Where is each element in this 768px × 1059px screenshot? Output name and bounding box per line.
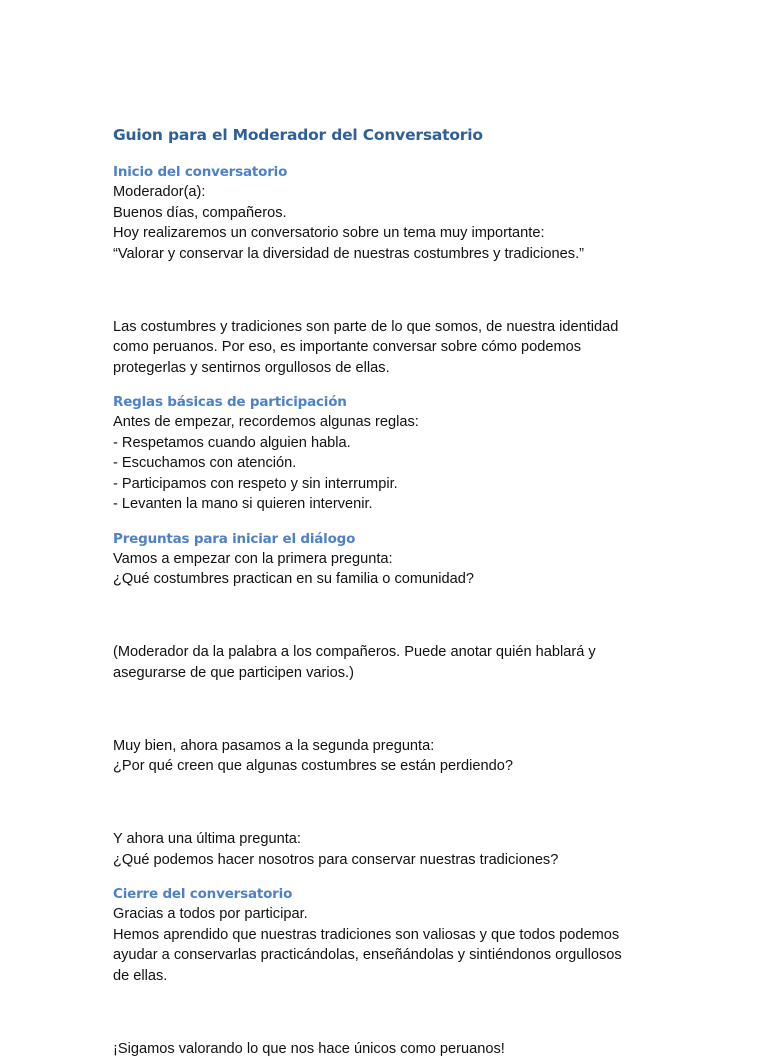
body-text-line: Buenos días, compañeros. (113, 203, 673, 224)
spacer (113, 146, 673, 162)
body-text-line: “Valorar y conservar la diversidad de nuestras costumbres y tradiciones.” (113, 244, 673, 265)
body-text-line: Gracias a todos por participar. (113, 904, 673, 925)
blank-line (113, 699, 673, 720)
document-section (113, 392, 673, 515)
blank-line (113, 280, 673, 301)
body-text-line: - Levanten la mano si quieren intervenir. (113, 494, 673, 515)
blank-line (113, 606, 673, 627)
section-heading: Cierre del conversatorio (113, 884, 673, 904)
body-text-line: - Escuchamos con atención. (113, 453, 673, 474)
body-text-line: de ellas. (113, 966, 673, 987)
body-text-line: (Moderador da la palabra a los compañeros. Puede anotar quién hablará y (113, 642, 673, 663)
document-title: Guion para el Moderador del Conversatorio (113, 124, 673, 146)
blank-line (113, 793, 673, 814)
section-heading: Inicio del conversatorio (113, 162, 673, 182)
body-text-line: ¡Sigamos valorando lo que nos hace únicos como peruanos! (113, 1039, 673, 1059)
body-text-line: ¿Qué costumbres practican en su familia o comunidad? (113, 569, 673, 590)
body-text-line: protegerlas y sentirnos orgullosos de ellas. (113, 358, 673, 379)
section-heading: Preguntas para iniciar el diálogo (113, 529, 673, 549)
document-section (113, 162, 673, 378)
body-text-line: ¿Por qué creen que algunas costumbres se están perdiendo? (113, 756, 673, 777)
blank-line (113, 1002, 673, 1023)
body-text-line: Moderador(a): (113, 182, 673, 203)
body-text-line: Las costumbres y tradiciones son parte de lo que somos, de nuestra identidad (113, 317, 673, 338)
document-body (113, 162, 673, 1059)
body-text-line: - Respetamos cuando alguien habla. (113, 433, 673, 454)
document-section (113, 884, 673, 1059)
body-text-line: como peruanos. Por eso, es importante conversar sobre cómo podemos (113, 337, 673, 358)
body-text-line: Vamos a empezar con la primera pregunta: (113, 549, 673, 570)
section-spacer (113, 378, 673, 392)
body-text-line: Y ahora una última pregunta: (113, 829, 673, 850)
body-text-line: - Participamos con respeto y sin interrumpir. (113, 474, 673, 495)
body-text-line: ayudar a conservarlas practicándolas, enseñándolas y sintiéndonos orgullosos (113, 945, 673, 966)
section-spacer (113, 870, 673, 884)
section-heading: Reglas básicas de participación (113, 392, 673, 412)
body-text-line: Hoy realizaremos un conversatorio sobre un tema muy importante: (113, 223, 673, 244)
document-section (113, 529, 673, 871)
body-text-line: asegurarse de que participen varios.) (113, 663, 673, 684)
section-spacer (113, 515, 673, 529)
body-text-line: Muy bien, ahora pasamos a la segunda pregunta: (113, 736, 673, 757)
body-text-line: Antes de empezar, recordemos algunas reglas: (113, 412, 673, 433)
document-page (113, 124, 673, 1059)
body-text-line: ¿Qué podemos hacer nosotros para conservar nuestras tradiciones? (113, 850, 673, 871)
body-text-line: Hemos aprendido que nuestras tradiciones son valiosas y que todos podemos (113, 925, 673, 946)
